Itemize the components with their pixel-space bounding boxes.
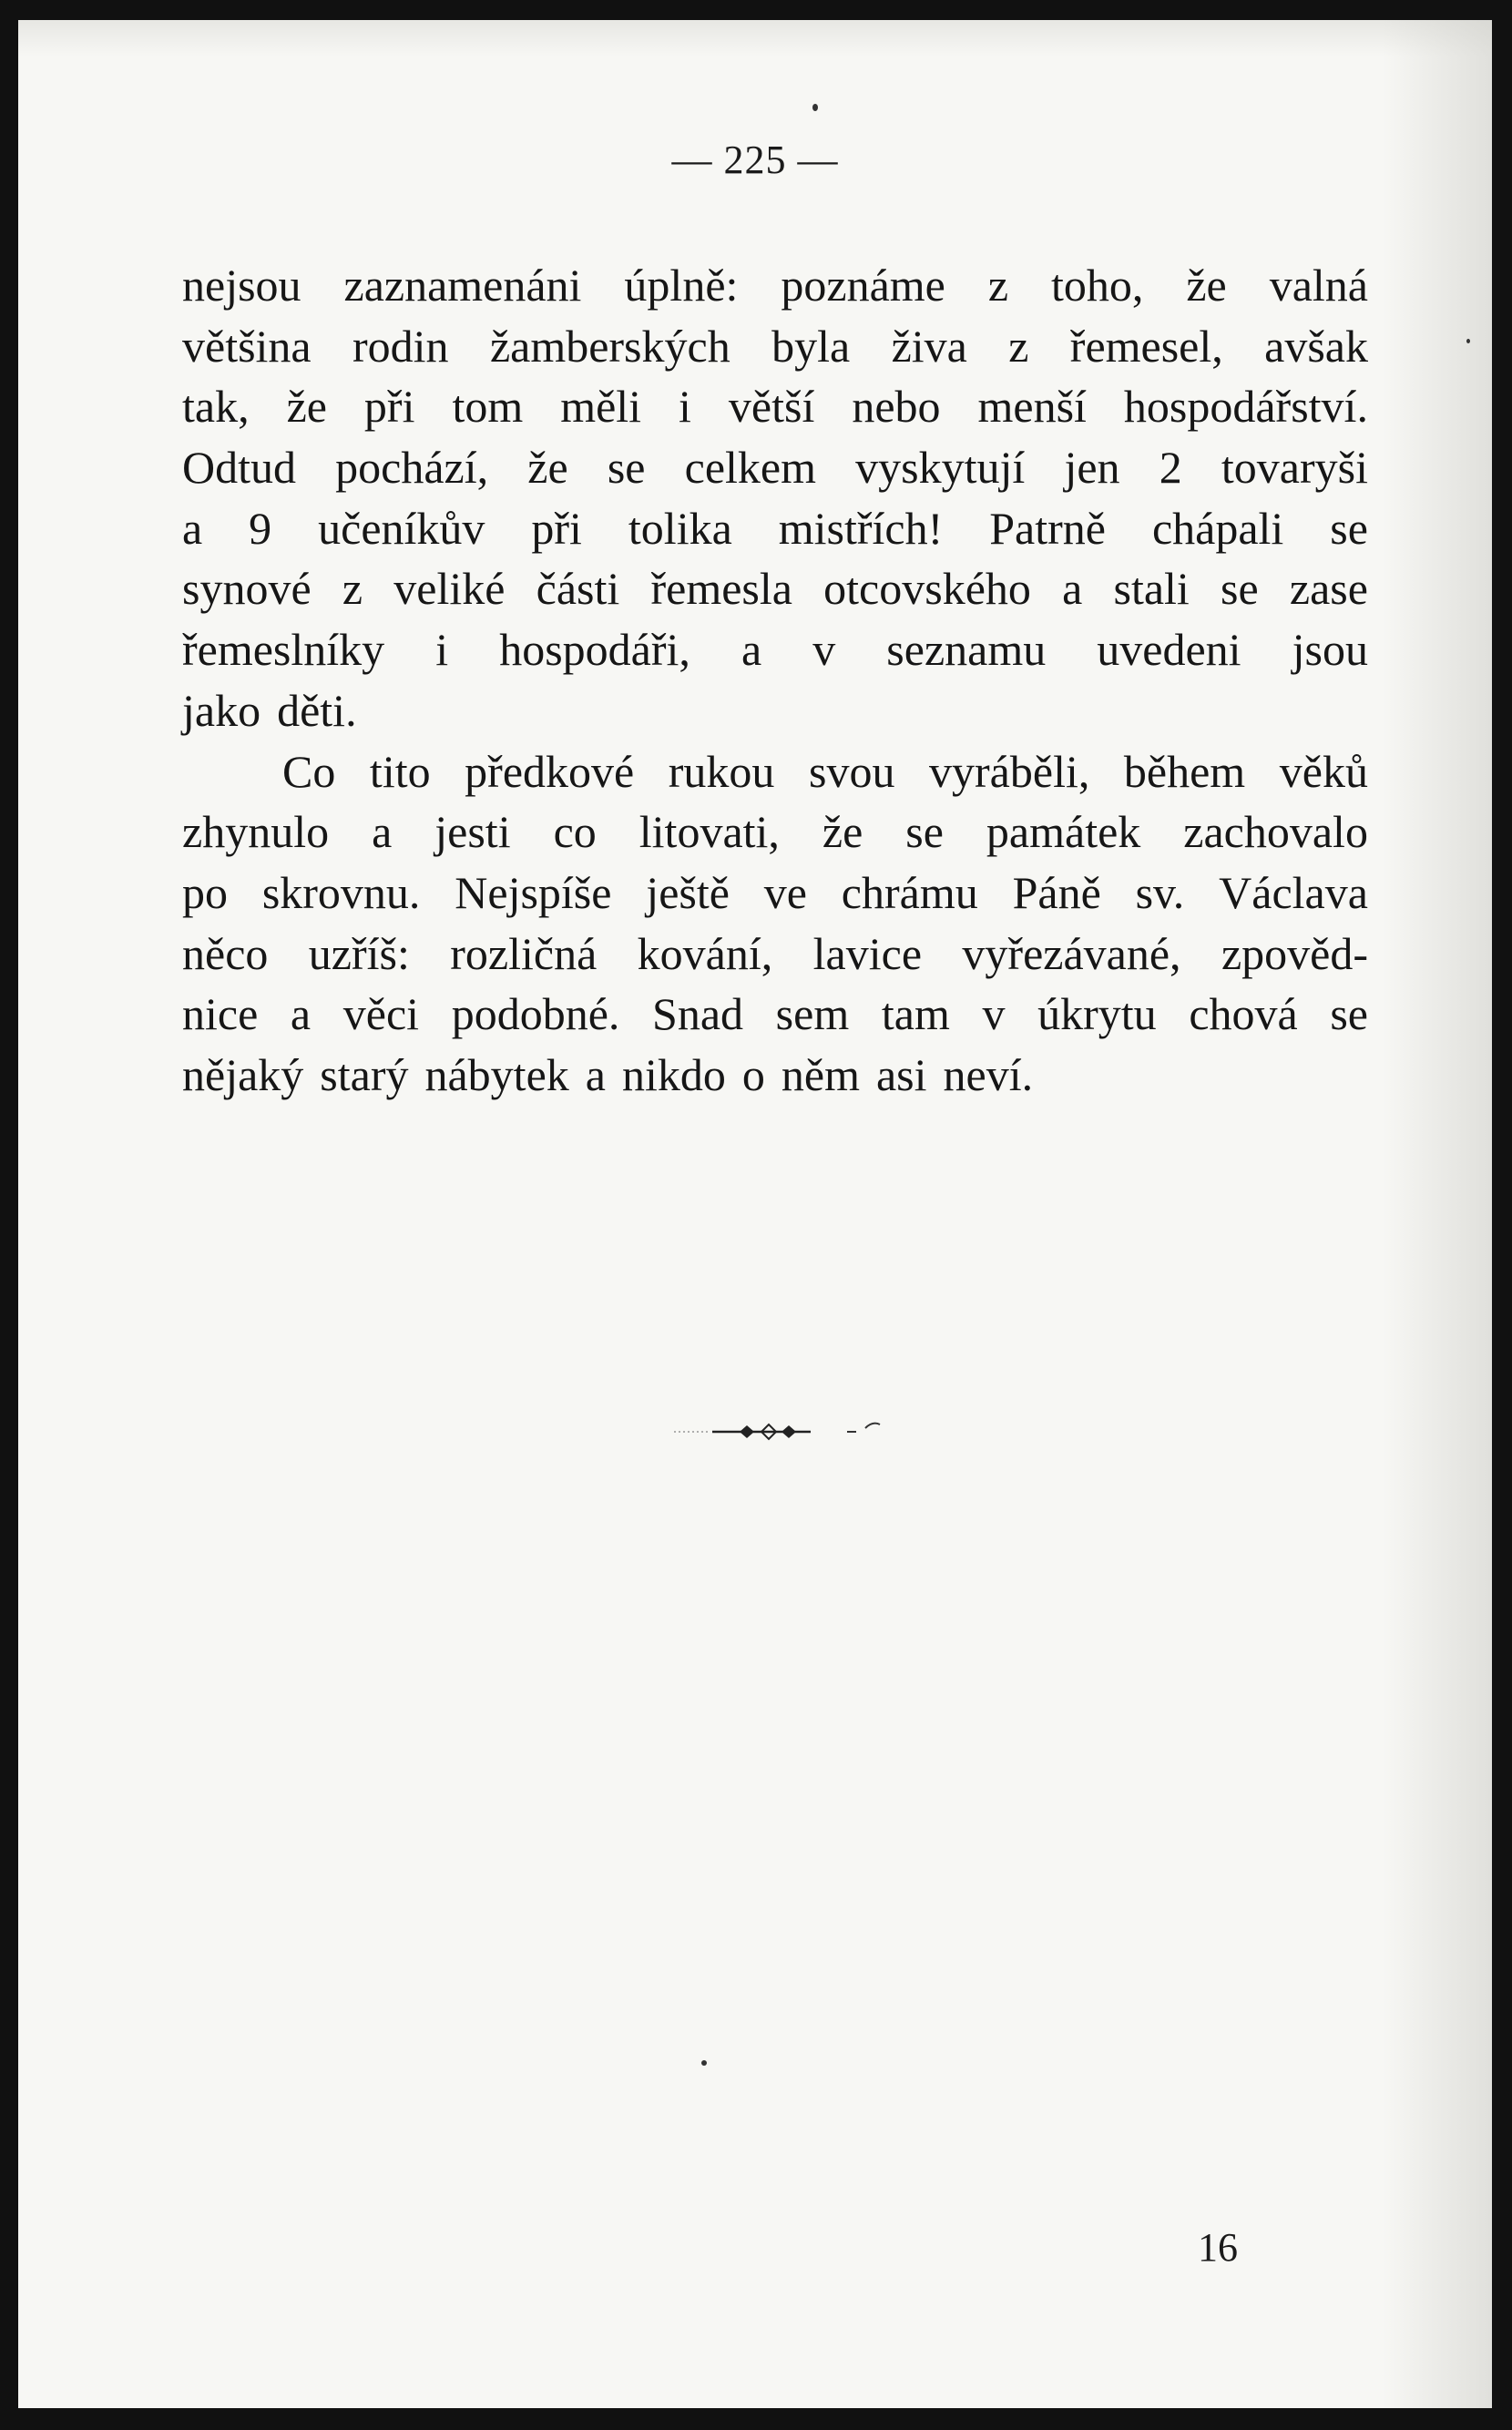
- text-line: [182, 801, 1368, 863]
- word: se: [607, 442, 646, 494]
- word: a: [290, 988, 312, 1040]
- paper-speck: [1466, 339, 1470, 343]
- text-line: [182, 741, 1368, 802]
- word: zachovalo: [1183, 806, 1368, 858]
- word: vyskytují: [855, 442, 1026, 494]
- ornament-divider: [674, 1414, 947, 1450]
- word: měli: [560, 381, 642, 433]
- body-text: [182, 255, 1368, 1106]
- page-top-shading: [18, 20, 1492, 56]
- word: a: [372, 806, 393, 858]
- word: neví.: [943, 1048, 1034, 1100]
- text-line: [182, 437, 1368, 498]
- word: nějaký: [182, 1048, 304, 1100]
- word: se: [1330, 502, 1368, 554]
- word: hospodáři,: [499, 624, 690, 676]
- word: nikdo: [621, 1048, 726, 1100]
- word: při: [363, 381, 415, 433]
- word: rukou: [668, 745, 775, 797]
- word: předkové: [465, 745, 635, 797]
- text-line: [182, 680, 1368, 741]
- word: sem: [775, 988, 850, 1040]
- signature-mark: 16: [1198, 2225, 1238, 2270]
- text-line: [182, 1045, 1368, 1106]
- word: chrámu: [841, 866, 978, 918]
- word: úplně:: [624, 260, 739, 311]
- word: i: [435, 624, 449, 676]
- word: o: [741, 1048, 765, 1100]
- word: toho,: [1050, 260, 1144, 311]
- word: menší: [977, 381, 1087, 433]
- word: vyřezávané,: [962, 927, 1181, 979]
- page-number-header: — 225 —: [671, 138, 839, 182]
- word: vyráběli,: [929, 745, 1090, 797]
- book-page: [18, 20, 1492, 2408]
- word: nice: [182, 988, 259, 1040]
- word: asi: [875, 1048, 927, 1100]
- word: jen: [1064, 442, 1120, 494]
- page-edge-shading: [1383, 20, 1492, 2408]
- word: uvedeni: [1097, 624, 1241, 676]
- word: poznáme: [781, 260, 945, 311]
- word: nebo: [852, 381, 941, 433]
- word: litovati,: [639, 806, 780, 858]
- word: a: [585, 1048, 606, 1100]
- word: jsou: [1292, 624, 1368, 676]
- word: děti.: [277, 684, 357, 736]
- word: 9: [249, 502, 272, 554]
- word: i: [679, 381, 691, 433]
- text-line: [182, 619, 1368, 680]
- word: mistřích!: [778, 502, 944, 554]
- word: Co: [282, 745, 336, 797]
- word: byla: [771, 320, 851, 372]
- word: úkrytu: [1037, 988, 1157, 1040]
- word: Snad: [652, 988, 744, 1040]
- word: jesti: [434, 806, 511, 858]
- word: ve: [763, 866, 807, 918]
- text-line: [182, 376, 1368, 437]
- word: v: [812, 624, 836, 676]
- word: zhynulo: [182, 806, 330, 858]
- word: učeníkův: [318, 502, 485, 554]
- word: z: [987, 260, 1009, 311]
- word: v: [982, 988, 1006, 1040]
- word: 2: [1159, 442, 1182, 494]
- word: části: [536, 563, 620, 615]
- word: ještě: [646, 866, 730, 918]
- word: tak,: [182, 381, 250, 433]
- word: chová: [1189, 988, 1298, 1040]
- word: se: [1330, 988, 1368, 1040]
- word: stali: [1113, 563, 1190, 615]
- word: avšak: [1264, 320, 1368, 372]
- word: nábytek: [424, 1048, 569, 1100]
- word: tam: [881, 988, 950, 1040]
- word: větší: [728, 381, 815, 433]
- word: tito: [369, 745, 431, 797]
- word: většina: [182, 320, 312, 372]
- word: seznamu: [886, 624, 1047, 676]
- word: Odtud: [182, 442, 296, 494]
- word: nejsou: [182, 260, 301, 311]
- word: uzříš:: [308, 927, 410, 979]
- word: co: [553, 806, 597, 858]
- word: řemeslníky: [182, 624, 385, 676]
- word: valná: [1269, 260, 1368, 311]
- word: po: [182, 866, 228, 918]
- word: věků: [1279, 745, 1368, 797]
- word: a: [741, 624, 762, 676]
- word: tolika: [628, 502, 732, 554]
- word: jako: [182, 684, 261, 736]
- text-line: [182, 863, 1368, 924]
- word: zase: [1289, 563, 1368, 615]
- word: žamberských: [489, 320, 730, 372]
- word: zpověd-: [1221, 927, 1368, 979]
- word: celkem: [684, 442, 817, 494]
- word: rozličná: [450, 927, 598, 979]
- word: zaznamenáni: [343, 260, 582, 311]
- word: pochází,: [335, 442, 489, 494]
- word: během: [1123, 745, 1246, 797]
- text-line: [182, 498, 1368, 559]
- word: Nejspíše: [455, 866, 612, 918]
- word: památek: [986, 806, 1141, 858]
- word: lavice: [812, 927, 923, 979]
- word: tom: [452, 381, 524, 433]
- text-line: [182, 558, 1368, 619]
- word: a: [182, 502, 203, 554]
- word: otcovského: [823, 563, 1031, 615]
- word: že: [527, 442, 568, 494]
- word: hospodářství.: [1123, 381, 1368, 433]
- word: kování,: [637, 927, 773, 979]
- word: a: [1062, 563, 1083, 615]
- word: věci: [342, 988, 420, 1040]
- word: veliké: [393, 563, 506, 615]
- text-line: [182, 984, 1368, 1045]
- word: skrovnu.: [261, 866, 421, 918]
- text-line: [182, 316, 1368, 377]
- word: při: [531, 502, 582, 554]
- word: něco: [182, 927, 269, 979]
- word: sv.: [1135, 866, 1185, 918]
- word: že: [286, 381, 327, 433]
- text-line: [182, 924, 1368, 985]
- word: že: [1186, 260, 1227, 311]
- paper-speck: [701, 2060, 707, 2066]
- word: svou: [809, 745, 895, 797]
- paper-speck: [812, 104, 818, 111]
- word: živa: [891, 320, 967, 372]
- word: Páně: [1012, 866, 1101, 918]
- word: z: [342, 563, 363, 615]
- word: chápali: [1151, 502, 1284, 554]
- text-line: [182, 255, 1368, 316]
- word: Patrně: [989, 502, 1106, 554]
- word: rodin: [352, 320, 449, 372]
- word: že: [822, 806, 863, 858]
- word: řemesla: [650, 563, 792, 615]
- word: podobné.: [451, 988, 620, 1040]
- word: se: [1221, 563, 1259, 615]
- word: se: [905, 806, 944, 858]
- word: řemesel,: [1069, 320, 1223, 372]
- word: z: [1008, 320, 1029, 372]
- word: starý: [320, 1048, 409, 1100]
- word: něm: [781, 1048, 860, 1100]
- word: Václava: [1219, 866, 1368, 918]
- word: tovaryši: [1221, 442, 1368, 494]
- word: synové: [182, 563, 312, 615]
